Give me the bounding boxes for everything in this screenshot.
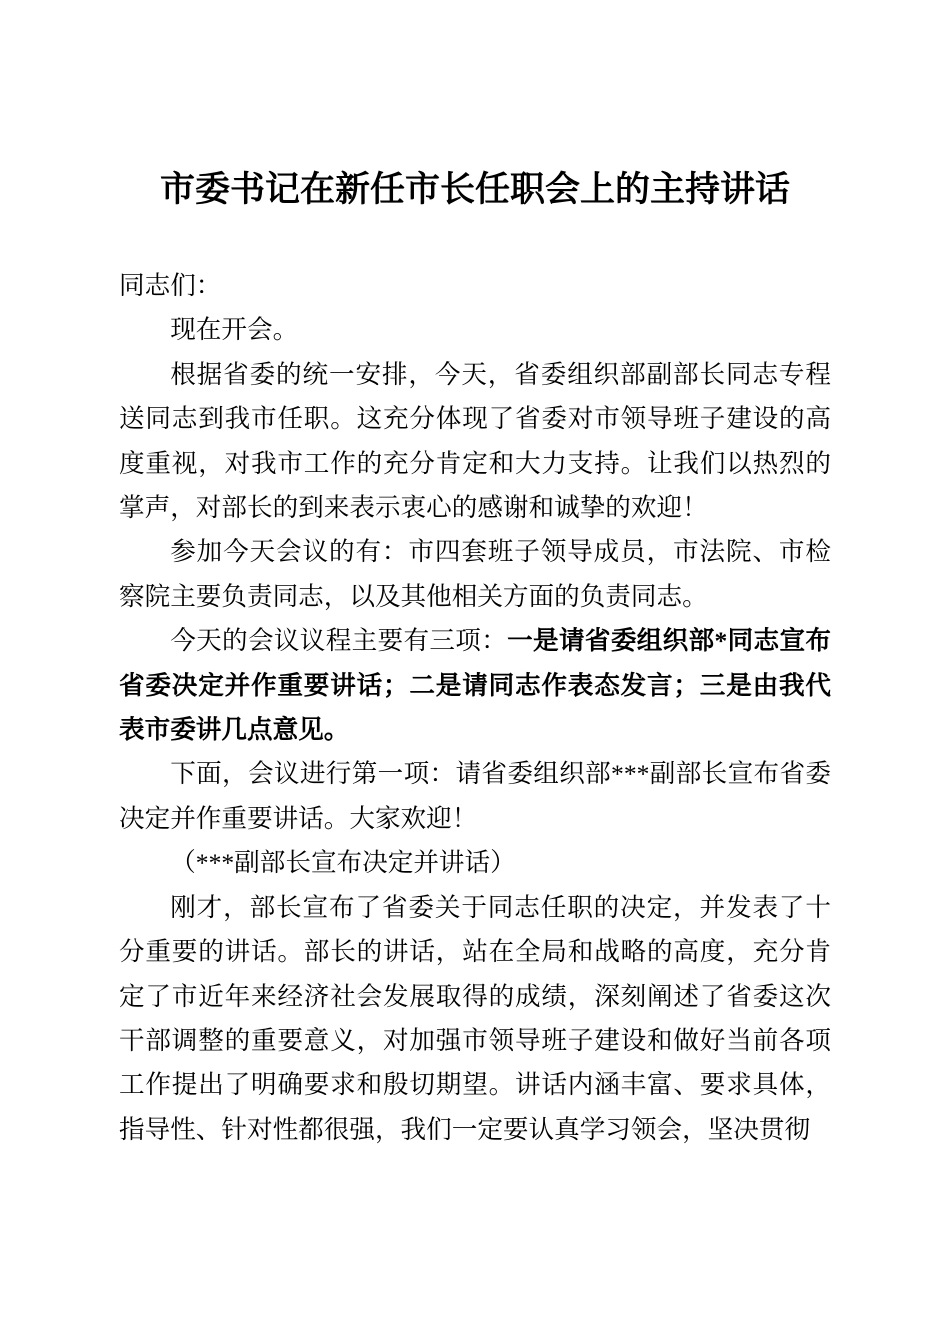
paragraph bbox=[119, 619, 831, 752]
text-run: 刚才，部长宣布了省委关于同志任职的决定，并发表了十分重要的讲话。部长的讲话，站在全局和战略的高度，充分肯定了市近年来经济社会发展取得的成绩，深刻阐述了省委这次干部调整的重要意义，对加强市领导班子建设和做好当前各项工作提出了明确要求和殷切期望。讲话内涵丰富、要求具体，指导性、针对性都很强，我们一定要认真学习领会，坚决贯彻 bbox=[119, 892, 831, 1144]
text-run: 参加今天会议的有：市四套班子领导成员，市法院、市检察院主要负责同志，以及其他相关方面的负责同志。 bbox=[119, 537, 831, 611]
paragraph bbox=[119, 353, 831, 531]
bold-text-run: 一是请省委组织部*同志宣布省委决定并作重要讲话；二是请同志作表态发言；三是由我代表市委讲几点意见。 bbox=[119, 626, 831, 745]
document-body bbox=[119, 264, 831, 1152]
paragraph bbox=[119, 264, 831, 308]
paragraph bbox=[119, 752, 831, 841]
text-run: 根据省委的统一安排，今天，省委组织部副部长同志专程送同志到我市任职。这充分体现了省委对市领导班子建设的高度重视，对我市工作的充分肯定和大力支持。让我们以热烈的掌声，对部长的到来表示衷心的感谢和诚挚的欢迎！ bbox=[119, 359, 831, 523]
text-run: （***副部长宣布决定并讲话） bbox=[170, 848, 516, 878]
paragraph bbox=[119, 308, 831, 352]
text-run: 下面，会议进行第一项：请省委组织部***副部长宣布省委决定并作重要讲话。大家欢迎！ bbox=[119, 759, 831, 833]
document-title: 市委书记在新任市长任职会上的主持讲话 bbox=[159, 170, 790, 209]
paragraph bbox=[119, 530, 831, 619]
document-content bbox=[119, 168, 831, 1152]
paragraph bbox=[119, 886, 831, 1152]
paragraph bbox=[119, 841, 831, 885]
text-run: 同志们： bbox=[119, 271, 222, 300]
text-run: 现在开会。 bbox=[170, 315, 299, 345]
text-run: 今天的会议议程主要有三项： bbox=[170, 626, 508, 656]
